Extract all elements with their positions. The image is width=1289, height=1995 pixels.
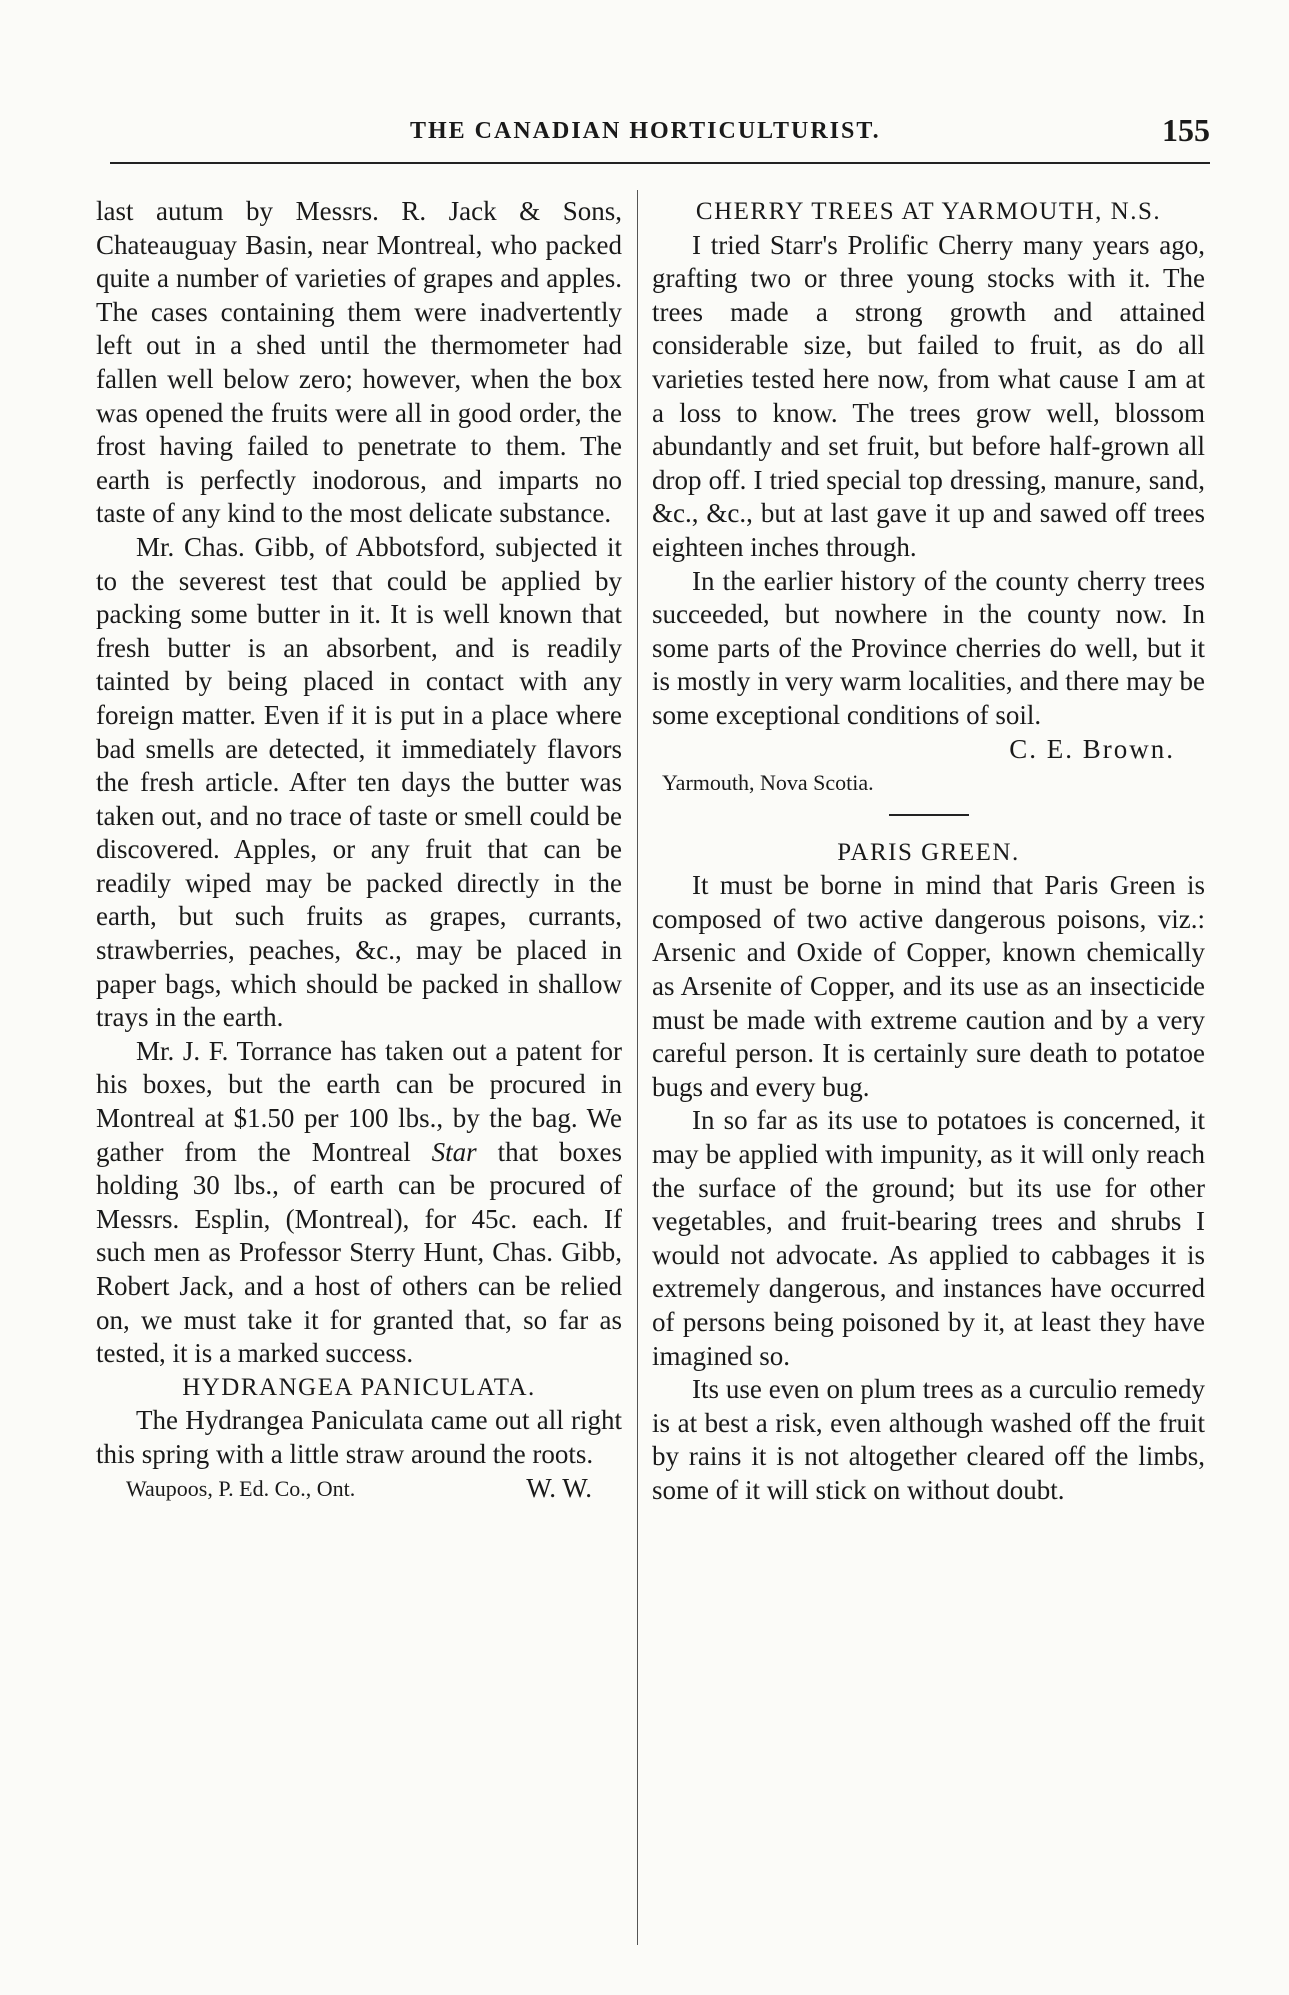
- hydrangea-text: The Hydrangea Paniculata came out all right this spring with a little straw around the roots.: [96, 1405, 622, 1469]
- paris-green-paragraph-3: Its use even on plum trees as a curculio remedy is at best a risk, even although washed off the fruit by rains it is not altogether cleared off the limbs, some of it will stick on without doubt.: [652, 1374, 1205, 1505]
- cherry-signature-name: C. E. Brown.: [1009, 733, 1175, 764]
- cherry-paragraph-1: I tried Starr's Prolific Cherry many years ago, grafting two or three young stocks with it. The trees made a strong growth and attained considerable size, but failed to fruit, as do all varieties tested here now, from what cause I am at a loss to know. The trees grow well, blossom abundantly and set fruit, but before half-grown all drop off. I tried special top dressing, manure, sand, &c., &c., but at last gave it up and sawed off trees eighteen inches through.: [652, 229, 1205, 562]
- left-column: [96, 195, 622, 1505]
- header-rule: [110, 162, 1210, 164]
- hydrangea-place: Waupoos, P. Ed. Co., Ont.: [126, 1475, 356, 1501]
- page-number: 155: [1162, 112, 1210, 148]
- right-column: [652, 195, 1205, 1508]
- soil-article-paragraph-2: Mr. Chas. Gibb, of Abbotsford, subjected it to the severest test that could be applied by packing some butter in it. It is well known that fresh butter is an absorbent, and is readily tainted by being placed in contact with any foreign matter. Even if it is put in a place where bad smells are detected, it immediately flavors the fresh article. After ten days the butter was taken out, and no trace of taste or smell could be discovered. Apples, or any fruit that can be readily wiped may be packed directly in the earth, but such fruits as grapes, currants, strawberries, peaches, &c., may be placed in paper bags, which should be packed in shallow trays in the earth.: [96, 531, 622, 1033]
- soil-article-paragraph-1: last autum by Messrs. R. Jack & Sons, Chateauguay Basin, near Montreal, who packed quite a number of varieties of grapes and apples. The cases containing them were inadvertently left out in a shed until the thermometer had fallen well below zero; however, when the box was opened the fruits were all in good order, the frost having failed to penetrate to them. The earth is perfectly inodorous, and imparts no taste of any kind to the most delicate substance.: [96, 196, 622, 529]
- cherry-paragraph-2: In the earlier history of the county cherry trees succeeded, but nowhere in the county now. In some parts of the Province cherries do well, but it is mostly in very warm localities, and there may be some exceptional conditions of soil.: [652, 565, 1205, 730]
- running-title: THE CANADIAN HORTICULTURIST.: [410, 118, 881, 144]
- page-header: [110, 112, 1210, 168]
- cherry-heading: CHERRY TREES AT YARMOUTH, N.S.: [695, 198, 1162, 225]
- cherry-place: Yarmouth, Nova Scotia.: [662, 770, 874, 796]
- paragraph-3-text-a: Mr. J. F. Torrance has taken out a patent for his boxes, but the earth can be procured in Montreal at $1.50 per 100 lbs., by the bag. We gather from the Montreal: [96, 1035, 622, 1167]
- column-divider: [637, 190, 638, 1945]
- paris-green-paragraph-2: In so far as its use to potatoes is concerned, it may be applied with impunity, as it will only reach the surface of the ground; but its use for other vegetables, and fruit-bearing trees and shrubs I would not advocate. As applied to cabbages it is extremely dangerous, and instances have occurred of persons being poisoned by it, at least they have imagined so.: [652, 1105, 1205, 1371]
- section-rule: [889, 814, 969, 816]
- hydrangea-signature: W. W.: [526, 1472, 592, 1503]
- cherry-signature: [652, 733, 1205, 767]
- paris-green-paragraph-1: It must be borne in mind that Paris Green is composed of two active dangerous poisons, viz.: Arsenic and Oxide of Copper, known chemically as Arsenite of Copper, and its use as an insecticide must be made with extreme caution and by a very careful person. It is certainly sure death to potatoe bugs and every bug.: [652, 870, 1205, 1102]
- hydrangea-heading: HYDRANGEA PANICULATA.: [182, 1373, 536, 1401]
- newspaper-name: Star: [431, 1136, 477, 1167]
- paragraph-3-text-b: that boxes holding 30 lbs., of earth can be procured of Messrs. Esplin, (Montreal), for 45c. each. If such men as Professor Sterry Hunt, Chas. Gibb, Robert Jack, and a host of others can be relied on, we must take it for granted that, so far as tested, it is a marked success.: [96, 1136, 623, 1369]
- paris-green-heading: PARIS GREEN.: [837, 838, 1020, 866]
- soil-article-paragraph-3: [96, 1035, 622, 1371]
